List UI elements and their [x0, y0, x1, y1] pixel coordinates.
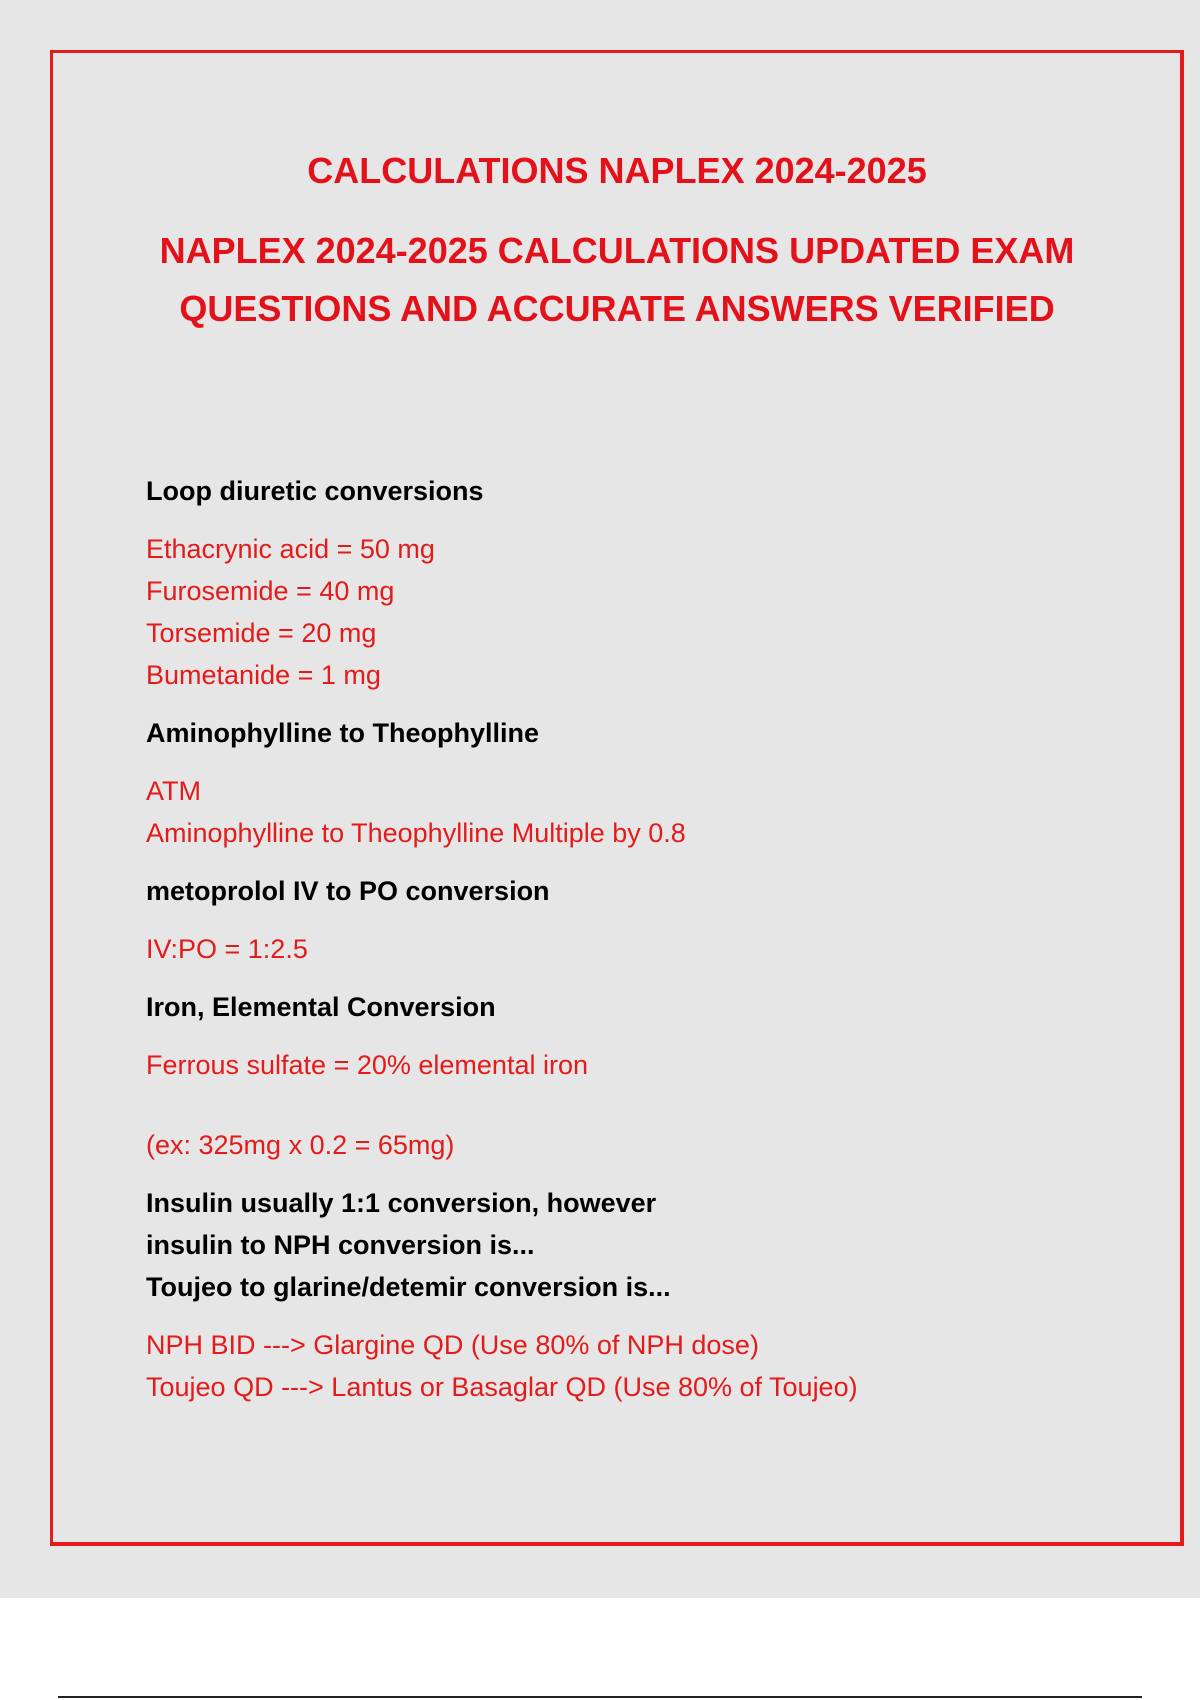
section-heading-insulin: Insulin usually 1:1 conversion, however: [146, 1188, 657, 1218]
section-heading-aminophylline: Aminophylline to Theophylline: [146, 718, 540, 748]
conversion-line: Ferrous sulfate = 20% elemental iron: [146, 1050, 588, 1080]
section-heading-insulin: Toujeo to glarine/detemir conversion is...: [146, 1272, 671, 1302]
document-content: [146, 470, 1106, 1408]
document-title: CALCULATIONS NAPLEX 2024-2025: [307, 150, 927, 191]
section-heading-insulin: insulin to NPH conversion is...: [146, 1230, 535, 1260]
conversion-line: ATM: [146, 776, 201, 806]
conversion-line: IV:PO = 1:2.5: [146, 934, 308, 964]
conversion-example: (ex: 325mg x 0.2 = 65mg): [146, 1130, 455, 1160]
conversion-line: Ethacrynic acid = 50 mg: [146, 534, 435, 564]
footer-divider: [58, 1696, 1142, 1698]
conversion-line: NPH BID ---> Glargine QD (Use 80% of NPH dose): [146, 1330, 759, 1360]
document-subtitle: NAPLEX 2024-2025 CALCULATIONS UPDATED EXAM QUESTIONS AND ACCURATE ANSWERS VERIFIED: [159, 230, 1075, 329]
conversion-line: Toujeo QD ---> Lantus or Basaglar QD (Use 80% of Toujeo): [146, 1372, 858, 1402]
conversion-line: Aminophylline to Theophylline Multiple by 0.8: [146, 818, 686, 848]
section-heading-iron: Iron, Elemental Conversion: [146, 992, 496, 1022]
conversion-line: Bumetanide = 1 mg: [146, 660, 381, 690]
conversion-line: Furosemide = 40 mg: [146, 576, 395, 606]
conversion-line: Torsemide = 20 mg: [146, 618, 377, 648]
section-heading-loop-diuretic: Loop diuretic conversions: [146, 476, 484, 506]
section-heading-metoprolol: metoprolol IV to PO conversion: [146, 876, 550, 906]
